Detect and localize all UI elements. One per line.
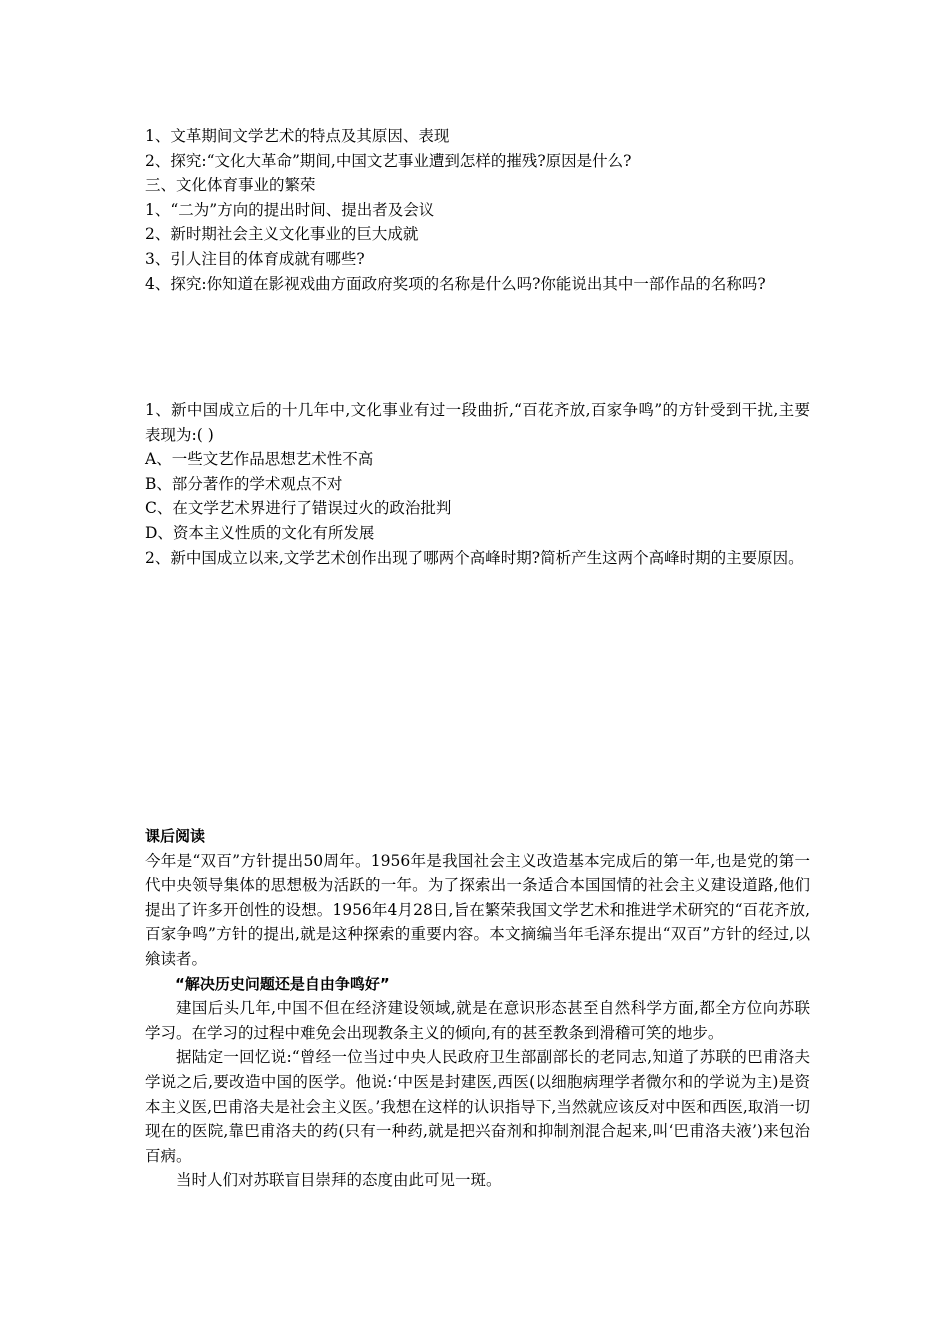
option-b: B、部分著作的学术观点不对 <box>145 474 343 493</box>
reading-subtitle: “解决历史问题还是自由争鸣好” <box>175 974 390 993</box>
reading-heading: 课后阅读 <box>145 827 206 845</box>
question-line: 2、新时期社会主义文化事业的巨大成就 <box>145 225 419 244</box>
reading-paragraph: 当时人们对苏联盲目崇拜的态度由此可见一斑。 <box>176 1171 502 1190</box>
option-a: A、一些文艺作品思想艺术性不高 <box>145 450 374 469</box>
question-line: 1、“二为”方向的提出时间、提出者及会议 <box>145 200 435 219</box>
reading-paragraph: 建国后头几年,中国不但在经济建设领域,就是在意识形态甚至自然科学方面,都全方位向苏联学习。在学习的过程中难免会出现教条主义的倾向,有的甚至教条到滑稽可笑的地步。 <box>145 999 810 1042</box>
option-d: D、资本主义性质的文化有所发展 <box>145 523 375 542</box>
reading-intro: 今年是“双百”方针提出50周年。1956年是我国社会主义改造基本完成后的第一年,也是党的第一代中央领导集体的思想极为活跃的一年。为了探索出一条适合本国国情的社会主义建设道路,他们提出了许多开创性的设想。1956年4月28日,旨在繁荣我国文学艺术和推进学术研究的“百花齐放,百家争鸣”方针的提出,就是这种探索的重要内容。本文摘编当年毛泽东提出“双百”方针的经过,以飨读者。 <box>145 851 810 968</box>
after-class-reading <box>145 824 810 1193</box>
question-line: 1、文革期间文学艺术的特点及其原因、表现 <box>145 127 450 145</box>
review-questions-section <box>145 124 810 296</box>
question-line: 2、探究:“文化大革命”期间,中国文艺事业遭到怎样的摧残?原因是什么? <box>145 151 632 170</box>
option-c: C、在文学艺术界进行了错误过火的政治批判 <box>145 499 452 518</box>
exercise-section <box>145 398 810 570</box>
question-line: 3、引人注目的体育成就有哪些? <box>145 249 365 268</box>
exercise-question-1: 1、新中国成立后的十几年中,文化事业有过一段曲折,“百花齐放,百家争鸣”的方针受到干扰,主要表现为:( ) <box>145 401 810 444</box>
reading-paragraph: 据陆定一回忆说:“曾经一位当过中央人民政府卫生部副部长的老同志,知道了苏联的巴甫洛夫学说之后,要改造中国的医学。他说:‘中医是封建医,西医(以细胞病理学者微尔和的学说为主)是资本主义医,巴甫洛夫是社会主义医。’我想在这样的认识指导下,当然就应该反对中医和西医,取消一切现在的医院,靠巴甫洛夫的药(只有一种药,就是把兴奋剂和抑制剂混合起来,叫‘巴甫洛夫液’)来包治百病。 <box>145 1048 810 1165</box>
exercise-question-2: 2、新中国成立以来,文学艺术创作出现了哪两个高峰时期?简析产生这两个高峰时期的主要原因。 <box>145 548 804 567</box>
section-heading: 三、文化体育事业的繁荣 <box>145 176 316 195</box>
question-paragraph: 4、探究:你知道在影视戏曲方面政府奖项的名称是什么吗?你能说出其中一部作品的名称吗? <box>145 274 766 293</box>
